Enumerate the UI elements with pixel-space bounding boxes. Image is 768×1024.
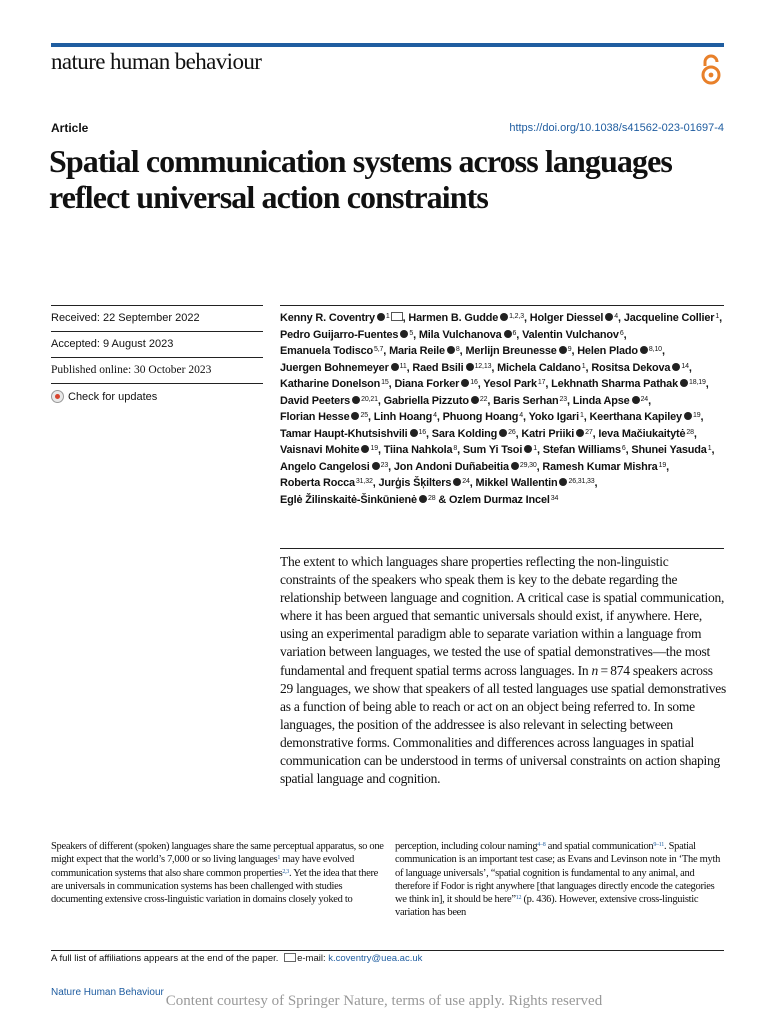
author-name[interactable]: [280, 362, 407, 374]
author-name-text: Valentin Vulchanov: [522, 328, 619, 341]
orcid-icon[interactable]: [461, 379, 469, 387]
author-name-text: Rositsa Dekova: [591, 361, 671, 374]
affiliation-marker: 5: [409, 329, 414, 337]
affiliation-marker: 8,10: [648, 346, 662, 353]
reference-citation[interactable]: 2,3: [282, 868, 289, 875]
courtesy-watermark: Content courtesy of Springer Nature, terms of use apply. Rights reserved: [165, 993, 603, 1009]
affiliation-marker: 4: [433, 412, 437, 419]
author-name-text: Linh Hoang: [373, 411, 433, 423]
author-name[interactable]: [280, 444, 378, 456]
author-name[interactable]: [624, 312, 719, 324]
page-title: Spatial communication systems across languages reflect universal action constraints: [49, 143, 672, 215]
affiliation-marker: 6: [619, 329, 624, 337]
author-name-text: Michela Caldano: [497, 361, 581, 374]
affiliation-marker: 26,31,33: [568, 478, 595, 485]
affiliation-marker: 19: [692, 412, 701, 419]
author-name-text: Ozlem Durmaz Incel: [448, 493, 550, 506]
author-name[interactable]: [530, 312, 618, 324]
affiliation-marker: 19: [658, 461, 667, 469]
footer-journal-name: Nature Human Behaviour: [51, 987, 164, 998]
author-name-text: Maria Reile: [389, 345, 445, 357]
check-updates-icon: [51, 390, 64, 403]
author-name[interactable]: [280, 312, 403, 324]
affiliation-marker: 16: [418, 428, 427, 436]
author-name[interactable]: [280, 395, 378, 407]
orcid-icon[interactable]: [632, 396, 640, 404]
orcid-icon[interactable]: [352, 396, 360, 404]
author-name-text: Stefan Williams: [542, 444, 621, 456]
affiliation-marker: 5,7: [374, 346, 384, 353]
author-name-text: Lekhnath Sharma Pathak: [551, 378, 678, 390]
affiliation-marker: 9: [567, 346, 572, 353]
affiliation-marker: 8: [455, 346, 460, 353]
affiliation-marker: 22: [479, 395, 488, 403]
authors-rule: [280, 305, 724, 306]
footnote-text: A full list of affiliations appears at the end of the paper.: [51, 953, 279, 964]
orcid-icon[interactable]: [419, 495, 427, 503]
abstract-rule: [280, 548, 724, 549]
author-name-text: Raed Bsili: [412, 361, 464, 374]
affiliation-marker: 29,30: [519, 461, 537, 469]
affiliation-marker: 23: [559, 395, 567, 403]
author-name-text: David Peeters: [280, 394, 351, 407]
author-name[interactable]: [384, 395, 488, 407]
author-name[interactable]: [551, 378, 706, 390]
author-name-text: Ramesh Kumar Mishra: [542, 460, 658, 473]
author-name[interactable]: [280, 477, 373, 489]
orcid-icon[interactable]: [499, 429, 507, 437]
orcid-icon[interactable]: [447, 346, 455, 354]
affiliation-marker: 4: [519, 412, 524, 419]
affiliation-marker: 24: [462, 478, 470, 485]
body-text-column-1: Speakers of different (spoken) languages share the same perceptual apparatus, so one might expect that the world’s 7,000 or so living languages$^1$ may have evolved communication systems that also share common properties$^{2,3}$. Yet the idea that there are universals in communication systems has been challenged with studies documenting extensive cross-linguistic variation in domains closely yoked to: [51, 841, 384, 906]
author-name-text: Jon Andoni Duñabeitia: [393, 460, 509, 473]
author-name-text: Helen Plado: [577, 345, 638, 357]
author-name-text: Ieva Mačiukaitytė: [598, 427, 686, 440]
author-name-text: Angelo Cangelosi: [280, 460, 370, 473]
author-name[interactable]: [378, 477, 469, 489]
email-label: e-mail:: [297, 953, 326, 964]
affiliation-marker: 11: [399, 362, 407, 370]
author-name-text: Vaisnavi Mohite: [280, 444, 360, 456]
author-name[interactable]: [577, 345, 662, 357]
author-name-text: Jacqueline Collier: [623, 312, 715, 324]
affiliation-marker: 34: [550, 494, 559, 502]
check-for-updates-button[interactable]: [51, 383, 263, 410]
author-name[interactable]: [529, 411, 584, 423]
orcid-icon[interactable]: [511, 462, 519, 470]
orcid-icon[interactable]: [559, 346, 567, 354]
author-name[interactable]: [280, 345, 383, 357]
author-list: Kenny R. Coventry $^1$ , Harmen B. Gudde $^{1,2,3}$, Holger Diessel $^4$, Jacqueline Collier$^1$, Pedro Guijarro-Fuentes $^5$, Mila Vulchanova $^6$, Valentin Vulchanov$^6$, Emanuela Todisco$^{5,7}$, Maria Reile $^8$, Merlijn Breunesse $^9$, Helen Plado $^{8,10}$, Juergen Bohnemeyer $^{11}$, Raed Bsili $^{12,13}$, Michela Caldano$^1$, Rositsa Dekova $^{14}$, Katharine Donelson$^{15}$, Diana Forker $^{16}$, Yesol Park$^{17}$, Lekhnath Sharma Pathak $^{18,19}$, David Peeters $^{20,21}$, Gabriella Pizzuto $^{22}$, Baris Serhan$^{23}$, Linda Apse $^{24}$, Florian Hesse $^{25}$, Linh Hoang$^4$, Phuong Hoang$^4$, Yoko Igari$^1$, Keerthana Kapiley $^{19}$, Tamar Haupt-Khutsishvili $^{16}$, Sara Kolding $^{26}$, Katri Priiki $^{27}$, Ieva Mačiukaitytė$^{28}$, Vaisnavi Mohite $^{19}$, Tiina Nahkola$^8$, Sum Yi Tsoi $^1$, Stefan Williams$^6$, Shunei Yasuda$^1$, Angelo Cangelosi $^{23}$, Jon Andoni Duñabeitia $^{29,30}$, Ramesh Kumar Mishra$^{19}$, Roberta Rocca$^{31,32}$, Jurģis Šķilters $^{24}$, Mikkel Wallentin $^{26,31,33}$, Eglė Žilinskaitė-Šinkūnienė $^{28}$ & Ozlem Durmaz Incel$^{34}$: [280, 312, 722, 506]
reference-citation[interactable]: 12: [515, 895, 522, 902]
author-name-text: Jurģis Šķilters: [378, 477, 452, 489]
author-name[interactable]: [476, 477, 595, 489]
affiliation-marker: 19: [370, 445, 378, 452]
orcid-icon[interactable]: [672, 363, 680, 371]
author-name-text: Sara Kolding: [431, 427, 498, 440]
author-name-text: Florian Hesse: [280, 411, 350, 423]
author-name-text: Sum Yi Tsoi: [462, 444, 523, 456]
author-name-text: Diana Forker: [394, 378, 460, 390]
author-name-text: Kenny R. Coventry: [280, 312, 375, 324]
author-name[interactable]: [280, 461, 388, 473]
orcid-icon[interactable]: [559, 478, 567, 486]
author-name-text: Merlijn Breunesse: [465, 345, 557, 357]
orcid-icon[interactable]: [377, 313, 385, 321]
author-name-text: Eglė Žilinskaitė-Šinkūnienė: [280, 493, 417, 506]
orcid-icon[interactable]: [684, 412, 692, 420]
author-name-text: Linda Apse: [572, 394, 630, 407]
author-name[interactable]: [374, 411, 437, 423]
journal-header-rule: [51, 43, 724, 47]
author-name[interactable]: [280, 494, 435, 506]
reference-citation[interactable]: 9–11: [653, 842, 664, 848]
affiliation-marker: 16: [470, 379, 478, 386]
author-name[interactable]: [412, 362, 491, 374]
author-name-text: Mikkel Wallentin: [475, 477, 558, 489]
reference-citation[interactable]: 4–8: [537, 842, 546, 848]
orcid-icon[interactable]: [453, 478, 461, 486]
affiliation-marker: 14: [681, 362, 689, 370]
author-name-text: Gabriella Pizzuto: [383, 394, 469, 407]
orcid-icon[interactable]: [410, 429, 418, 437]
author-name[interactable]: [384, 444, 457, 456]
author-name-text: Mila Vulchanova: [418, 328, 502, 341]
open-access-icon: [698, 54, 724, 86]
email-link[interactable]: k.coventry@uea.ac.uk: [328, 953, 423, 964]
affiliation-marker: 4: [614, 313, 619, 320]
affiliation-marker: 1: [579, 412, 584, 419]
footnote-rule: [51, 950, 724, 951]
author-name[interactable]: [394, 461, 537, 473]
author-name[interactable]: [280, 428, 426, 440]
author-name[interactable]: [449, 494, 558, 506]
author-name[interactable]: [465, 345, 571, 357]
article-dates: [51, 305, 263, 410]
author-name-text: Keerthana Kapiley: [589, 411, 682, 423]
author-name-text: Pedro Guijarro-Fuentes: [280, 328, 399, 341]
orcid-icon[interactable]: [466, 363, 474, 371]
author-name[interactable]: [522, 329, 624, 341]
reference-citation[interactable]: 1: [277, 855, 281, 862]
affiliation-marker: 1: [707, 445, 712, 452]
author-name-text: Katri Priiki: [521, 427, 575, 440]
author-name-text: Yoko Igari: [528, 411, 579, 423]
published-date: Published online: 30 October 2023: [51, 357, 263, 383]
author-name[interactable]: [280, 411, 368, 423]
author-name-text: Harmen B. Gudde: [408, 312, 499, 324]
check-updates-label: Check for updates: [68, 390, 158, 403]
author-name[interactable]: [543, 444, 626, 456]
author-name[interactable]: [280, 329, 413, 341]
affiliation-marker: 23: [380, 461, 389, 469]
orcid-icon[interactable]: [351, 412, 359, 420]
orcid-icon[interactable]: [576, 429, 584, 437]
author-name[interactable]: [443, 411, 523, 423]
affiliation-marker: 1: [533, 445, 537, 452]
affiliation-marker: 20,21: [361, 395, 378, 403]
author-name[interactable]: [463, 444, 537, 456]
orcid-icon[interactable]: [471, 396, 479, 404]
author-name[interactable]: [631, 444, 711, 456]
author-name-text: Roberta Rocca: [280, 477, 355, 489]
affiliation-marker: 26: [508, 428, 516, 436]
affiliation-marker: 25: [360, 412, 368, 419]
author-name-text: Shunei Yasuda: [631, 444, 707, 456]
received-date: Received: 22 September 2022: [51, 305, 263, 331]
author-name[interactable]: [419, 329, 516, 341]
author-name[interactable]: [591, 362, 689, 374]
author-name-text: Baris Serhan: [493, 394, 559, 407]
orcid-icon[interactable]: [391, 363, 399, 371]
author-name[interactable]: [280, 378, 389, 390]
author-name[interactable]: [573, 395, 648, 407]
orcid-icon[interactable]: [605, 313, 613, 321]
affiliation-marker: 1,2,3: [509, 313, 524, 320]
orcid-icon[interactable]: [524, 445, 532, 453]
affiliation-marker: 1: [715, 313, 720, 320]
orcid-icon[interactable]: [361, 445, 369, 453]
author-name[interactable]: [493, 395, 567, 407]
author-name[interactable]: [394, 378, 477, 390]
affiliation-marker: 17: [537, 379, 546, 386]
affiliation-marker: 18,19: [688, 379, 706, 386]
author-name-text: Phuong Hoang: [442, 411, 519, 423]
affiliation-marker: 28: [427, 494, 436, 502]
orcid-icon[interactable]: [640, 346, 648, 354]
orcid-icon[interactable]: [372, 462, 380, 470]
author-name-text: Katharine Donelson: [280, 378, 381, 390]
affiliation-marker: 8: [453, 445, 458, 452]
affiliation-marker: 6: [512, 329, 517, 337]
author-name[interactable]: [589, 411, 700, 423]
doi-link[interactable]: https://doi.org/10.1038/s41562-023-01697-4: [509, 122, 724, 134]
author-name[interactable]: [483, 378, 545, 390]
author-name[interactable]: [598, 428, 694, 440]
abstract: The extent to which languages share properties reflecting the non-linguistic constraints of the speakers who speak them is key to the debate regarding the relationship between language and cognition. A critical case is spatial communication, where it has been argued that semantic universals should exist, if anywhere. Here, using an experimental paradigm able to separate variation within a language from variation between languages, we tested the use of spatial demonstratives—the most fundamental and frequent spatial terms across languages. In n = 874 speakers across 29 languages, we show that speakers of all tested languages use spatial demonstratives as a function of being able to reach or act on an object being referred to. In some languages, the position of the addressee is also relevant in selecting between demonstrative forms. Commonalities and differences across languages in spatial communication can be understood in terms of universal constraints on action shaping spatial language and cognition.: [280, 554, 726, 787]
accepted-date: Accepted: 9 August 2023: [51, 331, 263, 357]
author-name-text: Yesol Park: [483, 378, 537, 390]
author-name-text: Holger Diessel: [529, 312, 604, 324]
author-name[interactable]: [432, 428, 516, 440]
author-name-text: Tiina Nahkola: [383, 444, 453, 456]
orcid-icon[interactable]: [400, 330, 408, 338]
author-name-text: Emanuela Todisco: [280, 345, 374, 357]
affiliation-marker: 6: [621, 445, 626, 452]
affiliation-marker: 12,13: [474, 362, 492, 370]
affiliation-marker: 28: [686, 428, 694, 436]
affiliation-marker: 24: [640, 395, 649, 403]
article-type: Article: [51, 121, 89, 135]
affiliation-marker: 1: [581, 362, 586, 370]
affiliation-marker: 1: [385, 313, 390, 320]
author-name[interactable]: [389, 345, 460, 357]
affiliation-marker: 15: [381, 379, 389, 386]
email-icon: [284, 953, 296, 962]
journal-name: nature human behaviour: [51, 49, 262, 74]
author-name[interactable]: [497, 362, 585, 374]
affiliations-footnote: [51, 953, 422, 964]
author-name-text: Tamar Haupt-Khutsishvili: [280, 427, 408, 440]
orcid-icon[interactable]: [504, 330, 512, 338]
author-name[interactable]: [542, 461, 666, 473]
author-name-text: Juergen Bohnemeyer: [280, 361, 389, 374]
affiliation-marker: 27: [585, 428, 593, 436]
affiliation-marker: 31,32: [355, 478, 373, 485]
author-name[interactable]: [408, 312, 524, 324]
author-name[interactable]: [521, 428, 592, 440]
corresponding-author-mail-icon[interactable]: [391, 312, 403, 321]
orcid-icon[interactable]: [680, 379, 688, 387]
body-text-column-2: perception, including colour naming$^{4-8}$ and spatial communication$^{9-11}$. Spatial communication is an important test case; as Evans and Levinson note in ‘The myth of language universals’, “spatial cognition is fundamental to any animal, and therefore if Fodor is right anywhere [that languages directly encode the categories we think in], it should be here”$^{12}$ (p. 436). However, extensive cross-linguistic variation has been: [395, 841, 721, 919]
orcid-icon[interactable]: [500, 313, 508, 321]
